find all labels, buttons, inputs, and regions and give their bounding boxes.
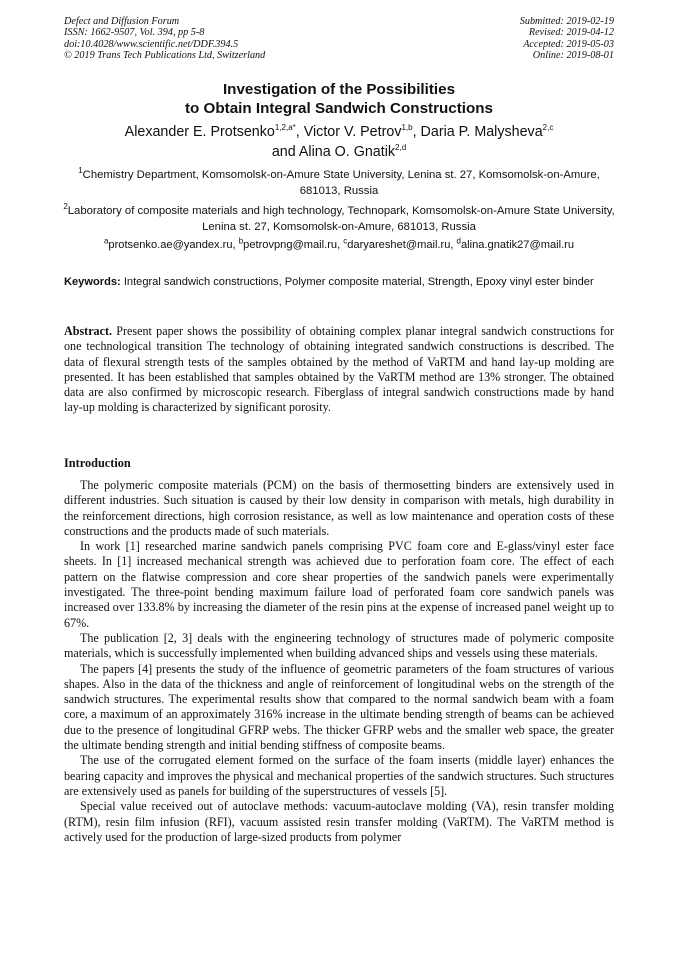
author-emails: $^a$protsenko.ae@yandex.ru, $^b$petrovpng@mail.ru, $^c$daryareshet@mail.ru, $^d$alina.gnatik27@mail.ru (103, 236, 575, 251)
body-paragraph: The publication [2, 3] deals with the engineering technology of structures made of polymeric composite materials, which is successfully implemented when building advanced ships and vessels using these materials. (64, 630, 614, 661)
date-online: Online: 2019-08-01 (532, 50, 614, 62)
author-separator: , (295, 124, 304, 140)
title-line: Investigation of the Possibilities (222, 81, 456, 98)
affiliation-marker: 1 (78, 166, 83, 176)
body-paragraph: In work [1] researched marine sandwich panels comprising PVC foam core and E-glass/vinyl ester face sheets. In [1] increased mechanical strength was achieved due to perforation foam core. The effect of each pattern on the flatwise compression and core shear properties of the sandwich panels were experimentally investigated. The three-point bending maximum failure load of perforated foam core sandwich panels was increased over 133.8% by increasing the diameter of the resin pins at the expense of increased panel weight up to 67%. (64, 539, 614, 630)
introduction-body (64, 478, 614, 845)
author-separator: and (271, 143, 299, 160)
journal-doi[interactable]: doi:10.4028/www.scientific.net/DDF.394.5 (64, 38, 239, 50)
journal-info (64, 16, 265, 62)
author-affiliation-marker: 1,b (401, 123, 413, 133)
date-submitted: Submitted: 2019-02-19 (519, 16, 614, 27)
abstract-text: Present paper shows the possibility of obtaining complex planar integral sandwich constructions for one technological transition The technology of obtaining integrated sandwich constructions is described. The data of flexural strength tests of the samples obtained by the method of VaRTM and hand lay-up molding are presented. It has been established that samples obtained by the VaRTM method are 13% stronger. The obtained data are also confirmed by microscopic research. Fiberglass of integral sandwich constructions made by hand lay-up molding is characterized by significant porosity. (64, 324, 614, 415)
abstract-label: Abstract. (64, 324, 113, 338)
journal-issn: ISSN: 1662-9507, Vol. 394, pp 5-8 (64, 27, 205, 39)
author-separator: , (412, 124, 421, 140)
keywords-label: Keywords: (64, 276, 121, 288)
email-marker: d (456, 236, 461, 246)
author-name: Daria P. Malysheva (420, 124, 543, 140)
email-marker: a (103, 236, 109, 246)
abstract (64, 324, 614, 416)
body-paragraph: Special value received out of autoclave methods: vacuum-autoclave molding (VA), resin transfer molding (RTM), resin film infusion (RFI), vacuum assisted resin transfer molding (VaRTM). The VaRTM method is actively used for the production of large-sized products from polymer (64, 799, 614, 844)
email-marker: c (343, 236, 348, 246)
author-affiliation-marker: 2,c (542, 123, 554, 133)
email-link[interactable]: daryareshet@mail.ru (347, 239, 451, 251)
body-paragraph: The polymeric composite materials (PCM) on the basis of thermosetting binders are extensively used in different industries. Such situation is caused by their low density in comparison with metals, high durability in the reinforcement directions, high corrosion resistance, as well as low maintenance and operation costs of these constructions and the products made of such materials. (64, 478, 614, 538)
affiliation (60, 204, 618, 235)
author-name: Alexander E. Protsenko (124, 124, 275, 140)
date-accepted: Accepted: 2019-05-03 (523, 38, 614, 50)
email-marker: b (238, 236, 244, 246)
keywords (64, 275, 614, 290)
author-affiliation-marker: 2,d (395, 142, 407, 152)
email-link[interactable]: alina.gnatik27@mail.ru (461, 239, 575, 251)
journal-name: Defect and Diffusion Forum (64, 16, 180, 27)
email-link[interactable]: petrovpng@mail.ru (243, 239, 338, 251)
affiliation-text: Laboratory of composite materials and high technology, Technopark, Komsomolsk-on-Amure State University, Lenina st. 27, Komsomolsk-on-Amure, 681013, Russia (67, 205, 615, 233)
affiliation-marker: 2 (63, 202, 68, 212)
body-paragraph: The papers [4] presents the study of the influence of geometric parameters of the foam structures of various shapes. Also in the data of the thickness and angle of reinforcement of longitudinal webs on the strength of the sandwich structures. The experimental results show that compared to the normal sandwich beam with a foam core, a maximum of an approximately 316% increase in the ultimate bending strength of beams can be achieved due to the presence of longitudinal GFRP webs. The thicker GFRP webs and the smaller web space, the greater the ultimate bending strength and initial bending stiffness of composite beams. (64, 661, 614, 753)
body-paragraph: The use of the corrugated element formed on the surface of the foam inserts (middle layer) enhances the bearing capacity and improves the physical and mechanical properties of the sandwich structures. Such structures are extensively used as panels for building of the superstructures of vessels [5]. (64, 753, 614, 798)
publication-dates (520, 16, 614, 62)
author-name: Alina O. Gnatik (298, 143, 396, 160)
title-line: to Obtain Integral Sandwich Constructions (185, 99, 493, 117)
author-affiliation-marker: 1,2,a* (274, 123, 296, 133)
keywords-text: Integral sandwich constructions, Polymer composite material, Strength, Epoxy vinyl ester binder (123, 276, 594, 288)
affiliation (60, 168, 618, 199)
paper-title (0, 81, 678, 118)
email-link[interactable]: protsenko.ae@yandex.ru (108, 239, 233, 251)
author-name: Victor V. Petrov (303, 124, 402, 140)
author-list (40, 123, 638, 162)
affiliation-text: Chemistry Department, Komsomolsk-on-Amure State University, Lenina st. 27, Komsomolsk-on-Amure, 681013, Russia (82, 169, 600, 197)
journal-copyright: © 2019 Trans Tech Publications Ltd, Switzerland (64, 50, 266, 62)
date-revised: Revised: 2019-04-12 (528, 27, 614, 39)
section-heading-introduction: Introduction (64, 456, 131, 470)
